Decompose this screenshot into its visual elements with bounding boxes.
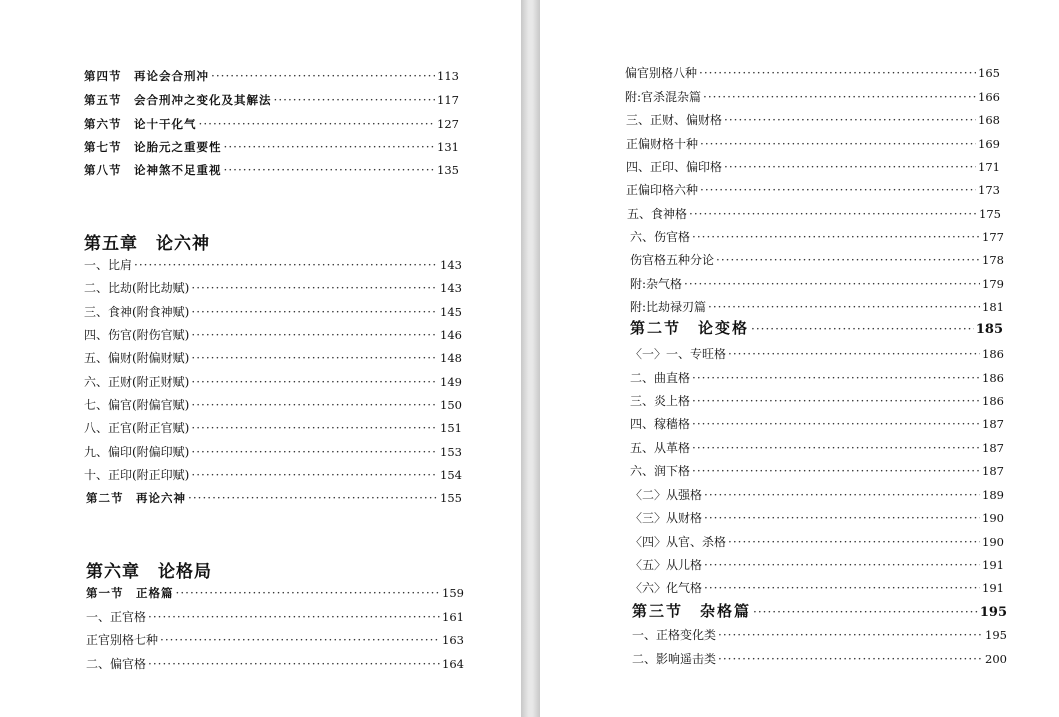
toc-page: 190 bbox=[982, 535, 1004, 549]
toc-page: 151 bbox=[440, 421, 462, 435]
toc-entry[interactable] bbox=[630, 487, 1004, 503]
toc-page: 164 bbox=[442, 657, 464, 671]
toc-title: 六、润下格 bbox=[630, 464, 691, 478]
toc-page: 179 bbox=[982, 277, 1004, 291]
toc-entry[interactable] bbox=[630, 346, 1004, 362]
toc-entry[interactable] bbox=[626, 159, 1000, 175]
toc-entry[interactable] bbox=[84, 162, 459, 178]
toc-entry[interactable] bbox=[84, 280, 462, 296]
toc-page: 195 bbox=[985, 628, 1007, 642]
toc-page: 177 bbox=[982, 230, 1004, 244]
toc-entry[interactable] bbox=[626, 136, 1000, 152]
toc-title: 二、偏官格 bbox=[86, 657, 147, 671]
toc-section[interactable] bbox=[632, 603, 1007, 621]
toc-title: 第五节 会合刑冲之变化及其解法 bbox=[84, 93, 272, 107]
toc-page: 186 bbox=[982, 371, 1004, 385]
chapter-title: 第五章 论六神 bbox=[84, 234, 210, 254]
toc-page: 153 bbox=[440, 445, 462, 459]
toc-title: 第二节 再论六神 bbox=[86, 491, 186, 505]
toc-page: 187 bbox=[982, 417, 1004, 431]
toc-page: 127 bbox=[437, 117, 459, 131]
toc-page: 163 bbox=[442, 633, 464, 647]
toc-title: 〈五〉从儿格 bbox=[630, 558, 703, 572]
toc-title: 附:官杀混杂篇 bbox=[625, 90, 702, 104]
page-gutter bbox=[521, 0, 540, 717]
toc-page: 171 bbox=[978, 160, 1000, 174]
toc-page: 117 bbox=[437, 93, 459, 107]
toc-entry[interactable] bbox=[84, 350, 462, 366]
toc-title: 四、伤官(附伤官赋) bbox=[84, 328, 190, 342]
toc-entry[interactable] bbox=[630, 534, 1004, 550]
toc-entry[interactable] bbox=[84, 68, 459, 84]
toc-entry[interactable] bbox=[84, 444, 462, 460]
toc-page: 146 bbox=[440, 328, 462, 342]
toc-entry[interactable] bbox=[630, 276, 1004, 292]
toc-title: 第三节 杂格篇 bbox=[632, 602, 752, 620]
toc-entry[interactable] bbox=[84, 397, 462, 413]
toc-title: 五、从革格 bbox=[630, 441, 691, 455]
toc-title: 五、偏财(附偏财赋) bbox=[84, 351, 190, 365]
toc-page: 187 bbox=[982, 441, 1004, 455]
toc-entry[interactable] bbox=[632, 627, 1007, 643]
toc-page: 191 bbox=[982, 581, 1004, 595]
toc-entry[interactable] bbox=[626, 112, 1000, 128]
toc-title: 一、正官格 bbox=[86, 610, 147, 624]
toc-page: 168 bbox=[978, 113, 1000, 127]
toc-title: 六、伤官格 bbox=[630, 230, 691, 244]
toc-entry[interactable] bbox=[84, 327, 462, 343]
toc-entry[interactable] bbox=[84, 304, 462, 320]
toc-page: 189 bbox=[982, 488, 1004, 502]
toc-page: 181 bbox=[982, 300, 1004, 314]
toc-page: 165 bbox=[978, 66, 1000, 80]
toc-title: 二、曲直格 bbox=[630, 371, 691, 385]
toc-title: 九、偏印(附偏印赋) bbox=[84, 445, 190, 459]
toc-page: 191 bbox=[982, 558, 1004, 572]
toc-entry[interactable] bbox=[625, 65, 1000, 81]
toc-entry[interactable] bbox=[630, 229, 1004, 245]
toc-title: 附:比劫禄刃篇 bbox=[630, 300, 707, 314]
left-page bbox=[0, 0, 521, 717]
toc-entry[interactable] bbox=[84, 420, 462, 436]
toc-title: 偏官别格八种 bbox=[625, 66, 698, 80]
toc-title: 附:杂气格 bbox=[630, 277, 683, 291]
toc-title: 〈一〉一、专旺格 bbox=[630, 347, 727, 361]
toc-page: 187 bbox=[982, 464, 1004, 478]
toc-entry[interactable] bbox=[627, 206, 1001, 222]
toc-page: 143 bbox=[440, 281, 462, 295]
toc-title: 正偏财格十种 bbox=[626, 137, 699, 151]
toc-entry[interactable] bbox=[84, 116, 459, 132]
toc-page: 173 bbox=[978, 183, 1000, 197]
toc-entry[interactable] bbox=[84, 257, 462, 273]
toc-title: 第七节 论胎元之重要性 bbox=[84, 140, 222, 154]
toc-title: 第四节 再论会合刑冲 bbox=[84, 69, 209, 83]
toc-page: 178 bbox=[982, 253, 1004, 267]
toc-page: 190 bbox=[982, 511, 1004, 525]
toc-entry[interactable] bbox=[630, 557, 1004, 573]
toc-title: 〈二〉从强格 bbox=[630, 488, 703, 502]
toc-title: 正偏印格六种 bbox=[626, 183, 699, 197]
toc-entry[interactable] bbox=[630, 393, 1004, 409]
toc-page: 155 bbox=[440, 491, 462, 505]
toc-entry[interactable] bbox=[86, 656, 464, 672]
toc-title: 〈四〉从官、杀格 bbox=[630, 535, 727, 549]
toc-title: 七、偏官(附偏官赋) bbox=[84, 398, 190, 412]
toc-title: 六、正财(附正财赋) bbox=[84, 375, 190, 389]
toc-title: 五、食神格 bbox=[627, 207, 688, 221]
toc-page: 161 bbox=[442, 610, 464, 624]
toc-entry[interactable] bbox=[630, 252, 1004, 268]
toc-entry[interactable] bbox=[630, 416, 1004, 432]
toc-title: 二、比劫(附比劫赋) bbox=[84, 281, 190, 295]
toc-page: 186 bbox=[982, 394, 1004, 408]
toc-entry[interactable] bbox=[632, 651, 1007, 667]
toc-entry[interactable] bbox=[84, 139, 459, 155]
toc-title: 正官别格七种 bbox=[86, 633, 159, 647]
toc-title: 伤官格五种分论 bbox=[630, 253, 715, 267]
toc-title: 四、正印、偏印格 bbox=[626, 160, 723, 174]
toc-entry[interactable] bbox=[86, 632, 464, 648]
chapter-title: 第六章 论格局 bbox=[86, 562, 212, 582]
toc-page: 159 bbox=[442, 586, 464, 600]
toc-entry[interactable] bbox=[86, 490, 462, 506]
toc-entry[interactable] bbox=[86, 585, 464, 601]
toc-title: 第一节 正格篇 bbox=[86, 586, 174, 600]
toc-title: 一、正格变化类 bbox=[632, 628, 717, 642]
toc-page: 169 bbox=[978, 137, 1000, 151]
toc-title: 三、食神(附食神赋) bbox=[84, 305, 190, 319]
toc-title: 〈六〉化气格 bbox=[630, 581, 703, 595]
toc-entry[interactable] bbox=[630, 440, 1004, 456]
toc-page: 175 bbox=[979, 207, 1001, 221]
toc-page: 154 bbox=[440, 468, 462, 482]
toc-title: 〈三〉从财格 bbox=[630, 511, 703, 525]
toc-title: 第八节 论神煞不足重视 bbox=[84, 163, 222, 177]
toc-page: 185 bbox=[975, 322, 1003, 337]
toc-page: 150 bbox=[440, 398, 462, 412]
toc-entry[interactable] bbox=[86, 609, 464, 625]
toc-title: 三、炎上格 bbox=[630, 394, 691, 408]
toc-entry[interactable] bbox=[626, 182, 1000, 198]
toc-title: 第二节 论变格 bbox=[630, 319, 750, 337]
toc-entry[interactable] bbox=[630, 580, 1004, 596]
toc-title: 二、影响遥击类 bbox=[632, 652, 717, 666]
toc-page: 149 bbox=[440, 375, 462, 389]
toc-entry[interactable] bbox=[630, 510, 1004, 526]
toc-entry[interactable] bbox=[84, 467, 462, 483]
toc-page: 148 bbox=[440, 351, 462, 365]
toc-page: 200 bbox=[985, 652, 1007, 666]
toc-title: 第六节 论十干化气 bbox=[84, 117, 197, 131]
toc-page: 166 bbox=[978, 90, 1000, 104]
toc-title: 三、正财、偏财格 bbox=[626, 113, 723, 127]
toc-title: 一、比肩 bbox=[84, 258, 133, 272]
toc-section[interactable] bbox=[630, 320, 1003, 338]
toc-page: 195 bbox=[979, 605, 1007, 620]
toc-entry[interactable] bbox=[84, 92, 459, 108]
toc-title: 四、稼穑格 bbox=[630, 417, 691, 431]
toc-entry[interactable] bbox=[625, 89, 1000, 105]
toc-entry[interactable] bbox=[630, 370, 1004, 386]
toc-title: 十、正印(附正印赋) bbox=[84, 468, 190, 482]
toc-page: 113 bbox=[437, 69, 459, 83]
toc-page: 143 bbox=[440, 258, 462, 272]
toc-title: 八、正官(附正官赋) bbox=[84, 421, 190, 435]
right-page bbox=[540, 0, 1059, 717]
toc-page: 145 bbox=[440, 305, 462, 319]
toc-entry[interactable] bbox=[84, 374, 462, 390]
toc-page: 135 bbox=[437, 163, 459, 177]
toc-page: 186 bbox=[982, 347, 1004, 361]
toc-page: 131 bbox=[437, 140, 459, 154]
toc-entry[interactable] bbox=[630, 463, 1004, 479]
toc-entry[interactable] bbox=[630, 299, 1004, 315]
